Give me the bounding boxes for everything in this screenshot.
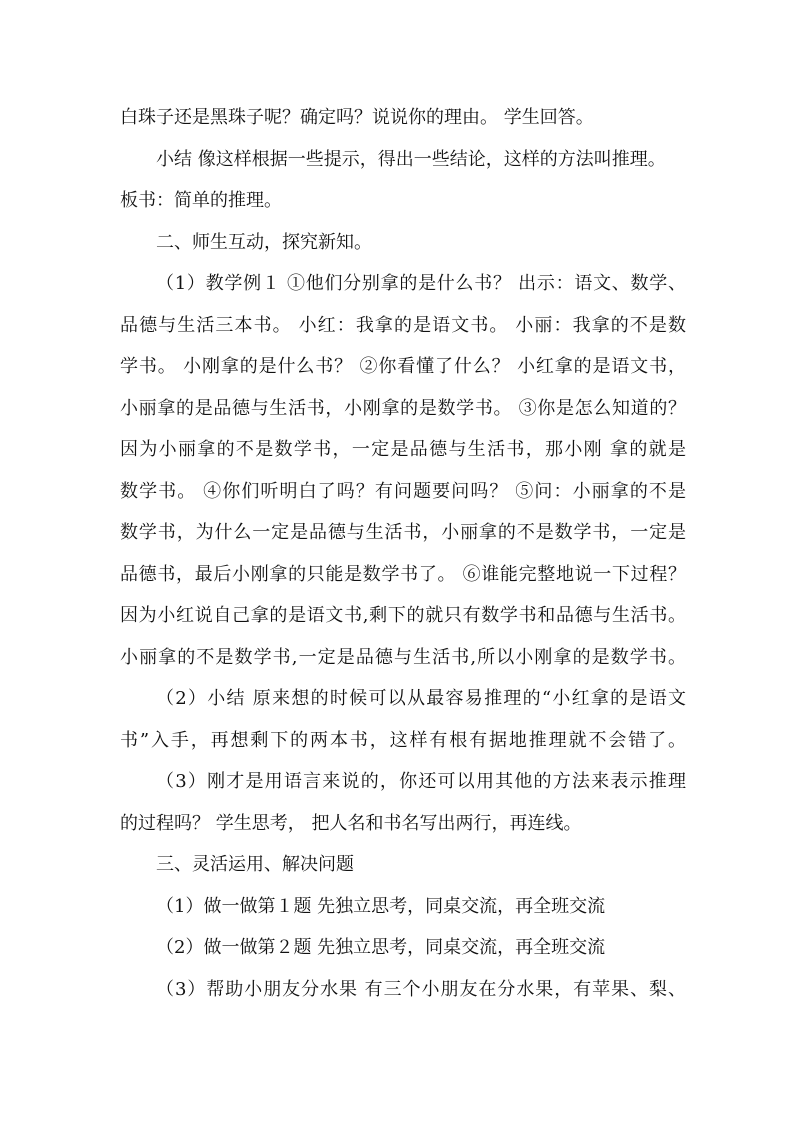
text-line: （2）小结 原来想的时候可以从最容易推理的“小红拿的是语文 [156,688,686,709]
text-line: 因为小丽拿的不是数学书，一定是品德与生活书，那小刚 拿的就是 [120,439,686,460]
text-line: 板书：简单的推理。 [120,190,282,211]
text-line: 小丽拿的不是数学书,一定是品德与生活书,所以小刚拿的是数学书。 [120,646,686,668]
section-heading: 二、师生互动，探究新知。 [156,231,372,253]
document-body [120,100,686,1013]
text-line: （1）教学例１ ①他们分别拿的是什么书？ 出示：语文、数学、 [156,273,686,294]
text-line: （1）做一做第１题 先独立思考，同桌交流，再全班交流 [156,895,606,917]
text-line: 学书。 小刚拿的是什么书？ ②你看懂了什么？ 小红拿的是语文书， [120,356,686,377]
text-line: （3）帮助小朋友分水果 有三个小朋友在分水果，有苹果、梨、 [156,978,686,1000]
text-line: 小丽拿的是品德与生活书，小刚拿的是数学书。 ③你是怎么知道的？ [120,397,686,419]
text-line: 小结 像这样根据一些提示，得出一些结论，这样的方法叫推理。 [156,148,666,170]
text-line: （2）做一做第２题 先独立思考，同桌交流，再全班交流 [156,937,606,958]
text-line: 的过程吗？ 学生思考， 把人名和书名写出两行，再连线。 [120,812,582,834]
text-line: 品德书，最后小刚拿的只能是数学书了。 ⑥谁能完整地说一下过程？ [120,563,686,585]
text-line: （3）刚才是用语言来说的，你还可以用其他的方法来表示推理 [156,771,686,792]
text-line: 书”入手，再想剩下的两本书，这样有根有据地推理就不会错了。 [120,729,686,751]
text-line: 数学书，为什么一定是品德与生活书，小丽拿的不是数学书，一定是 [120,522,686,543]
text-line: 因为小红说自己拿的是语文书,剩下的就只有数学书和品德与生活书。 [120,605,686,626]
text-line: 数学书。 ④你们听明白了吗？有问题要问吗？ ⑤问：小丽拿的不是 [120,480,686,502]
text-line: 品德与生活三本书。 小红：我拿的是语文书。 小丽：我拿的不是数 [120,314,686,336]
section-heading: 三、灵活运用、解决问题 [156,854,354,875]
text-line: 白珠子还是黑珠子呢？确定吗？说说你的理由。 学生回答。 [120,107,594,128]
